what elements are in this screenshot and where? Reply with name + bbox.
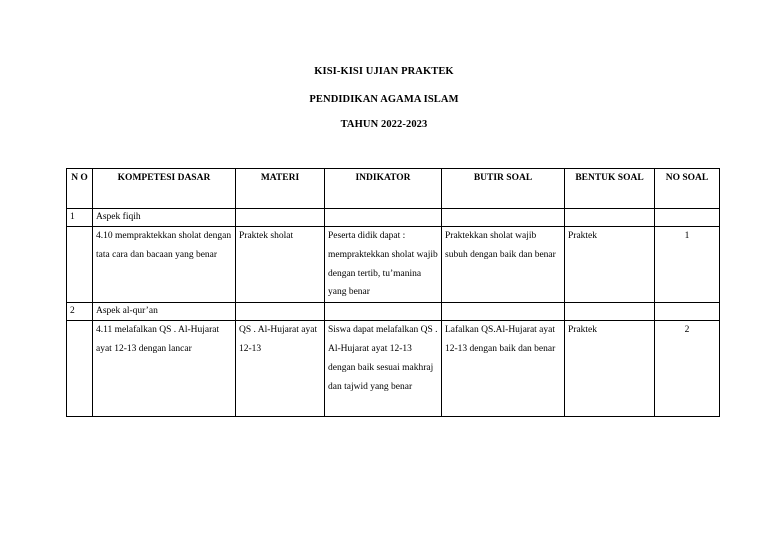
materi-cell: Praktek sholat: [236, 227, 325, 303]
header-kompetensi: KOMPETESI DASAR: [93, 169, 236, 209]
document-subtitle: PENDIDIKAN AGAMA ISLAM: [309, 94, 459, 105]
indikator-cell: Peserta didik dapat : mempraktekkan sholat wajib dengan tertib, tu’manina yang benar: [325, 227, 442, 303]
table-header-row: [67, 169, 720, 209]
header-butir: BUTIR SOAL: [442, 169, 565, 209]
materi-cell: QS . Al-Hujarat ayat 12-13: [236, 321, 325, 417]
table-row: [67, 227, 720, 303]
nosoal-cell: 1: [655, 227, 720, 303]
header-nosoal: NO SOAL: [655, 169, 720, 209]
bentuk-cell: Praktek: [565, 321, 655, 417]
kompetensi-cell: 4.10 mempraktekkan sholat dengan tata cara dan bacaan yang benar: [93, 227, 236, 303]
aspect-label: Aspek fiqih: [93, 209, 236, 227]
kisi-kisi-table: [66, 168, 720, 417]
document-year: TAHUN 2022-2023: [340, 119, 428, 130]
table-row-aspect: [67, 209, 720, 227]
header-materi: MATERI: [236, 169, 325, 209]
row-number: 1: [67, 209, 93, 227]
aspect-label: Aspek al-qur’an: [93, 303, 236, 321]
header-indikator: INDIKATOR: [325, 169, 442, 209]
indikator-cell: Siswa dapat melafalkan QS . Al-Hujarat ayat 12-13 dengan baik sesuai makhraj dan tajwid yang benar: [325, 321, 442, 417]
document-title: KISI-KISI UJIAN PRAKTEK: [314, 66, 454, 77]
butir-cell: Praktekkan sholat wajib subuh dengan baik dan benar: [442, 227, 565, 303]
butir-cell: Lafalkan QS.Al-Hujarat ayat 12-13 dengan baik dan benar: [442, 321, 565, 417]
bentuk-cell: Praktek: [565, 227, 655, 303]
header-no: N O: [67, 169, 93, 209]
header-bentuk: BENTUK SOAL: [565, 169, 655, 209]
table-row: [67, 321, 720, 417]
row-number: 2: [67, 303, 93, 321]
kompetensi-cell: 4.11 melafalkan QS . Al-Hujarat ayat 12-13 dengan lancar: [93, 321, 236, 417]
nosoal-cell: 2: [655, 321, 720, 417]
table-row-aspect: [67, 303, 720, 321]
